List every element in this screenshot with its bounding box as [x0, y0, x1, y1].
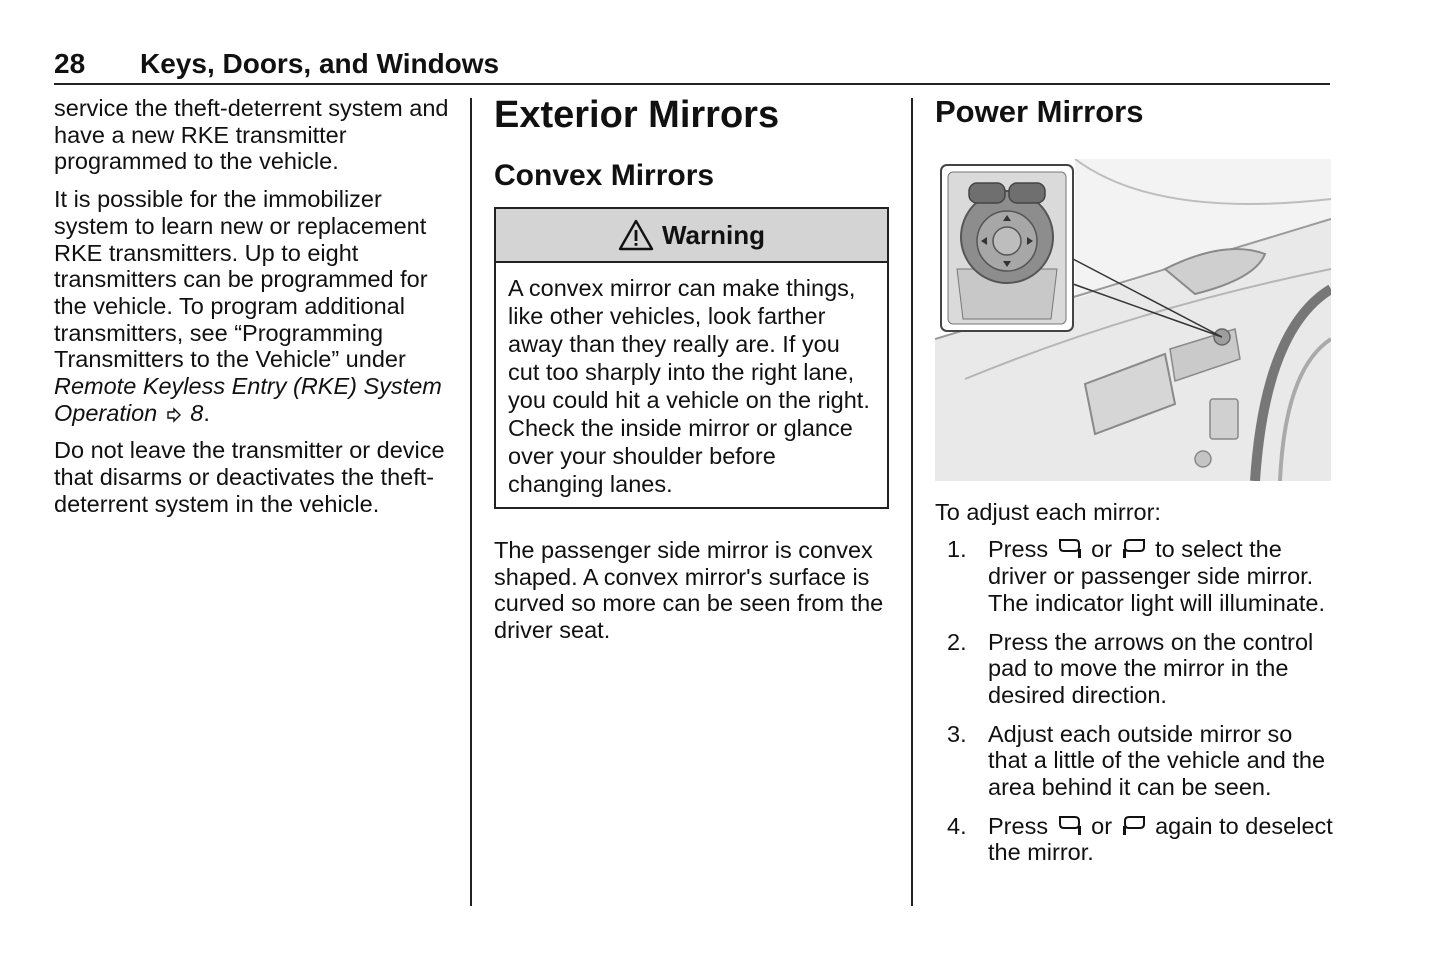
list-item	[935, 813, 1335, 866]
cross-reference-page: 8	[190, 399, 204, 426]
left-mirror-select-icon	[1057, 537, 1083, 559]
paragraph: The passenger side mirror is convex shaped. A convex mirror's surface is curved so more can be seen from the driver seat.	[494, 537, 884, 644]
page-header	[54, 46, 1330, 85]
warning-title: Warning	[661, 219, 766, 250]
right-column	[935, 95, 1335, 878]
step-text: again to deselect the mirror.	[988, 812, 1333, 866]
heading-power-mirrors: Power Mirrors	[935, 94, 1144, 129]
paragraph-text: It is possible for the immobilizer system to learn new or replacement RKE transmitters. Up to eight transmitters can be programmed for the vehicle. To program additional transmitters, see “Programming Transmitters to the Vehicle” under	[54, 186, 428, 373]
warning-triangle-icon	[618, 219, 654, 251]
step-number: 4.	[947, 812, 967, 839]
warning-header	[496, 209, 887, 263]
intro-text: To adjust each mirror:	[935, 498, 1161, 525]
step-number: 3.	[947, 720, 967, 747]
paragraph	[54, 186, 454, 426]
list-item	[935, 629, 1335, 709]
step-text: Adjust each outside mirror so that a little of the vehicle and the area behind it can be seen.	[988, 720, 1326, 801]
paragraph: service the theft-deterrent system and have a new RKE transmitter programmed to the vehicle.	[54, 95, 449, 175]
cross-reference-link[interactable]	[54, 373, 442, 426]
step-text: or	[1091, 536, 1113, 563]
cross-reference-text: Remote Keyless Entry (RKE) System Operation	[54, 373, 442, 426]
step-text: or	[1091, 812, 1113, 839]
right-mirror-select-icon	[1121, 537, 1147, 559]
step-text: Press	[988, 812, 1049, 839]
page-reference-arrow-icon	[166, 407, 182, 423]
step-text: to select the driver or passenger side mirror. The indicator light will illuminate.	[988, 536, 1325, 616]
warning-box	[494, 207, 889, 509]
list-item	[935, 536, 1335, 616]
middle-column	[494, 95, 894, 655]
page-number: 28	[54, 48, 86, 79]
section-title: Keys, Doors, and Windows	[140, 48, 500, 79]
left-mirror-select-icon	[1057, 814, 1083, 836]
list-item	[935, 721, 1335, 801]
paragraph: Do not leave the transmitter or device that disarms or deactivates the theft-deterrent system in the vehicle.	[54, 437, 445, 517]
left-column	[54, 95, 454, 529]
punctuation: .	[203, 399, 210, 426]
column-divider	[470, 98, 472, 906]
heading-exterior-mirrors: Exterior Mirrors	[494, 94, 780, 136]
step-text: Press the arrows on the control pad to move the mirror in the desired direction.	[988, 628, 1314, 708]
warning-text: A convex mirror can make things, like other vehicles, look farther away than they really are. If you cut too sharply into the right lane, you could hit a vehicle on the right. Check the inside mirror or glance over your shoulder before changing lanes.	[508, 275, 870, 497]
step-number: 1.	[947, 536, 967, 563]
step-number: 2.	[947, 628, 967, 655]
column-divider	[911, 98, 913, 906]
subheading-convex-mirrors: Convex Mirrors	[494, 159, 715, 192]
step-text: Press	[988, 536, 1049, 563]
power-mirror-control-illustration	[935, 159, 1331, 481]
right-mirror-select-icon	[1121, 814, 1147, 836]
instruction-list	[935, 536, 1335, 866]
